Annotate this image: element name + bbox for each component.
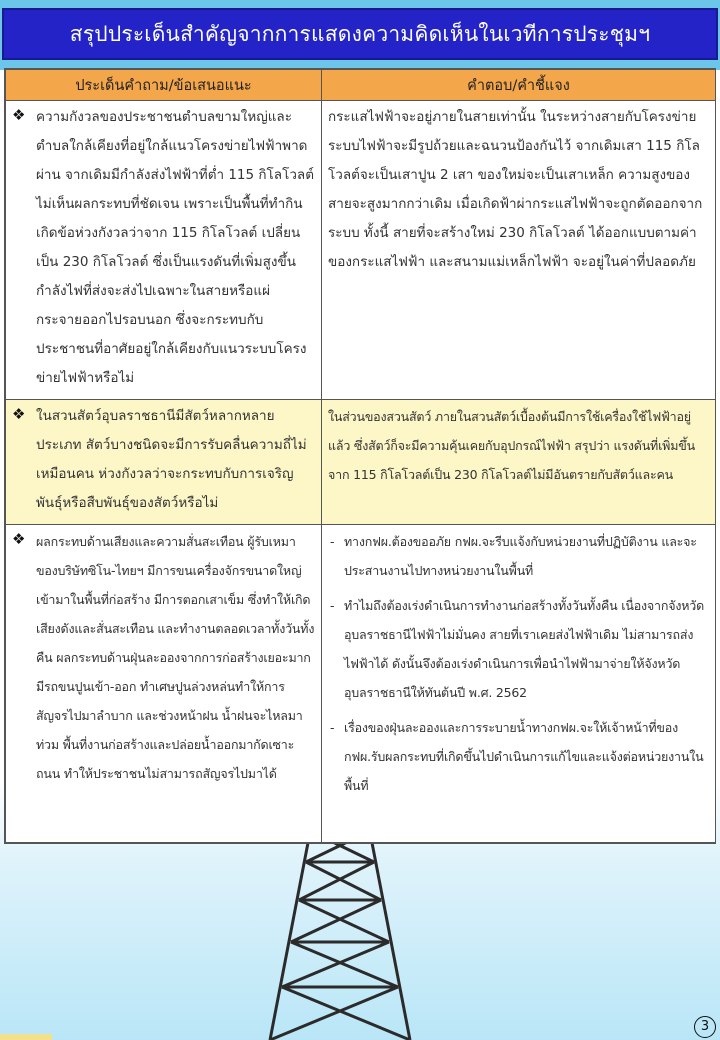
transmission-tower-icon xyxy=(250,822,430,1040)
question-cell xyxy=(6,400,322,525)
table-row xyxy=(6,101,716,400)
corner-decoration xyxy=(0,1034,52,1040)
table-header-row xyxy=(6,70,716,101)
answer-cell xyxy=(322,400,716,525)
title-bar xyxy=(2,8,718,60)
list-item: - เรื่องของฝุ่นละอองและการระบายน้ำทางกฟผ.จะให้เจ้าหน้าที่ของ กฟผ.รับผลกระทบที่เกิดขึ้นไปดำเนินการแก้ไขและแจ้งต่อหน่วยงานในพื้นที่ xyxy=(328,713,709,800)
table-row xyxy=(6,525,716,843)
diamond-bullet-icon: ❖ xyxy=(12,530,26,548)
answer-cell xyxy=(322,525,716,843)
answer-cell xyxy=(322,101,716,400)
list-item: - ทำไมถึงต้องเร่งดำเนินการทำงานก่อสร้างทั้งวันทั้งคืน เนื่องจากจังหวัดอุบลราชธานีไฟฟ้าไม่มั่นคง สายที่เราเคยส่งไฟฟ้าเดิม ไม่สามารถส่งไฟฟ้าได้ ดังนั้นจึงต้องเร่งดำเนินการเพื่อนำไฟฟ้ามาจ่ายให้จังหวัดอุบลราชธานีให้ทันต้นปี พ.ศ. 2562 xyxy=(328,591,709,707)
question-cell xyxy=(6,101,322,400)
column-header-answers: คำตอบ/คำชี้แจง xyxy=(322,70,716,101)
answer-text: ในส่วนของสวนสัตว์ ภายในสวนสัตว์เบื้องต้นมีการใช้เครื่องใช้ไฟฟ้าอยู่แล้ว ซึ่งสัตว์ก็จะมีความคุ้นเคยกับอุปกรณ์ไฟฟ้า สรุปว่า แรงดันที่เพิ่มขึ้นจาก 115 กิโลโวลต์เป็น 230 กิโลโวลต์ไม่มีอันตรายกับสัตว์และคน xyxy=(328,409,695,482)
column-header-questions: ประเด็นคำถาม/ข้อเสนอแนะ xyxy=(6,70,322,101)
diamond-bullet-icon: ❖ xyxy=(12,106,26,124)
table-row xyxy=(6,400,716,525)
page-title: สรุปประเด็นสำคัญจากการแสดงความคิดเห็นในเวทีการประชุมฯ xyxy=(69,21,651,46)
question-cell xyxy=(6,525,322,843)
page-number: 3 xyxy=(694,1016,716,1038)
question-text: ความกังวลของประชาชนตำบลขามใหญ่และตำบลใกล้เคียงที่อยู่ใกล้แนวโครงข่ายไฟฟ้าพาดผ่าน จากเดิมมีกำลังส่งไฟฟ้าที่ต่ำ 115 กิโลโวลต์ ไม่เห็นผลกระทบที่ชัดเจน เพราะเป็นพื้นที่ทำกิน เกิดข้อห่วงกังวลว่าจาก 115 กิโลโวลต์ เปลี่ยนเป็น 230 กิโลโวลต์ ซึ่งเป็นแรงดันที่เพิ่มสูงขึ้น กำลังไฟที่ส่งจะส่งไปเฉพาะในสายหรือแผ่กระจายออกไปรอบนอก ซึ่งจะกระทบกับประชาชนที่อาศัยอยู่ใกล้เคียงกับแนวระบบโครงข่ายไฟฟ้าหรือไม่ xyxy=(36,109,314,386)
question-text: ในสวนสัตว์อุบลราชธานีมีสัตว์หลากหลายประเภท สัตว์บางชนิดจะมีการรับคลื่นความถี่ไม่เหมือนคน ห่วงกังวลว่าจะกระทบกับการเจริญพันธุ์หรือสืบพันธุ์ของสัตว์หรือไม่ xyxy=(36,408,307,511)
summary-table xyxy=(4,68,716,844)
diamond-bullet-icon: ❖ xyxy=(12,405,26,423)
answer-list xyxy=(328,527,709,800)
list-item: - ทางกฟผ.ต้องขออภัย กฟผ.จะรีบแจ้งกับหน่วยงานที่ปฏิบัติงาน และจะประสานงานไปทางหน่วยงานในพื้นที่ xyxy=(328,527,709,585)
answer-text: กระแสไฟฟ้าจะอยู่ภายในสายเท่านั้น ในระหว่างสายกับโครงข่ายระบบไฟฟ้าจะมีรูปถ้วยและฉนวนป้องกันไว้ จากเดิมเสา 115 กิโลโวลต์จะเป็นเสาปูน 2 เสา ของใหม่จะเป็นเสาเหล็ก ความสูงของสายจะสูงมากกว่าเดิม เมื่อเกิดฟ้าผ่ากระแสไฟฟ้าจะถูกตัดออกจากระบบ ทั้งนี้ สายที่จะสร้างใหม่ 230 กิโลโวลต์ ได้ออกแบบตามค่าของกระแสไฟฟ้า และสนามแม่เหล็กไฟฟ้า จะอยู่ในค่าที่ปลอดภัย xyxy=(328,109,703,270)
question-text: ผลกระทบด้านเสียงและความสั่นสะเทือน ผู้รับเหมาของบริษัทซิโน-ไทยฯ มีการขนเครื่องจักรขนาดใหญ่เข้ามาในพื้นที่ก่อสร้าง มีการตอกเสาเข็ม ซึ่งทำให้เกิดเสียงดังและสั่นสะเทือน และทำงานตลอดเวลาทั้งวันทั้งคืน ผลกระทบด้านฝุ่นละอองจากการก่อสร้างเยอะมาก มีรถขนปูนเข้า-ออก ทำเศษปูนล่วงหล่นทำให้การสัญจรไปมาลำบาก และช่วงหน้าฝน น้ำฝนจะไหลมาท่วม พื้นที่งานก่อสร้างและปล่อยน้ำออกมากัดเซาะถนน ทำให้ประชาชนไม่สามารถสัญจรไปมาได้ xyxy=(36,534,315,781)
